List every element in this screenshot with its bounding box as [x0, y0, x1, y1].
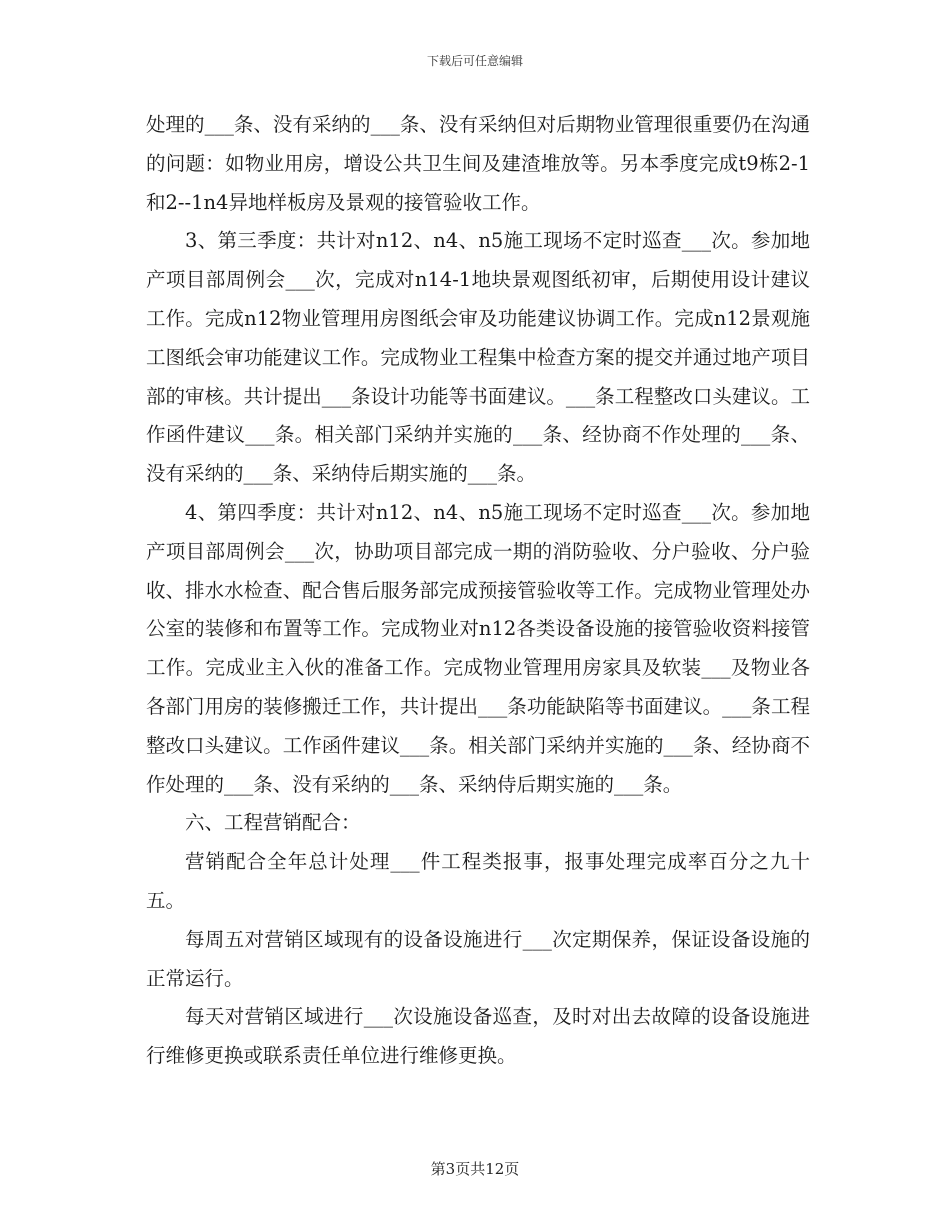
page-number: 第3页共12页 [430, 1160, 520, 1178]
paragraph: 4、第四季度：共计对n12、n4、n5施工现场不定时巡查___次。参加地产项目部周例会___次，协助项目部完成一期的消防验收、分户验收、分户验收、排水水检查、配合售后服务部完成预接管验收等工作。完成物业管理处办公室的装修和布置等工作。完成物业对n12各类设备设施的接管验收资料接管工作。完成业主入伙的准备工作。完成物业管理用房家具及软装___及物业各各部门用房的装修搬迁工作，共计提出___条功能缺陷等书面建议。___条工程整改口头建议。工作函件建议___条。相关部门采纳并实施的___条、经协商不作处理的___条、没有采纳的___条、采纳侍后期实施的___条。 [146, 500, 810, 796]
paragraph: 营销配合全年总计处理___件工程类报事，报事处理完成率百分之九十五。 [146, 850, 810, 912]
paragraph: 3、第三季度：共计对n12、n4、n5施工现场不定时巡查___次。参加地产项目部周例会___次，完成对n14-1地块景观图纸初审，后期使用设计建议工作。完成n12物业管理用房图纸会审及功能建议协调工作。完成n12景观施工图纸会审功能建议工作。完成物业工程集中检查方案的提交并通过地产项目部的审核。共计提出___条设计功能等书面建议。___条工程整改口头建议。工作函件建议___条。相关部门采纳并实施的___条、经协商不作处理的___条、没有采纳的___条、采纳侍后期实施的___条。 [146, 229, 810, 486]
paragraph: 处理的___条、没有采纳的___条、没有采纳但对后期物业管理很重要仍在沟通的问题：如物业用房，增设公共卫生间及建渣堆放等。另本季度完成t9栋2-1和2--1n4异地样板房及景观的接管验收工作。 [146, 113, 810, 214]
section-heading: 六、工程营销配合： [185, 811, 361, 835]
paragraph: 每周五对营销区域现有的设备设施进行___次定期保养，保证设备设施的正常运行。 [146, 927, 810, 990]
page-header: 下载后可任意编辑 [426, 54, 523, 68]
document-body [146, 106, 810, 1076]
paragraph: 每天对营销区域进行___次设施设备巡查，及时对出去故障的设备设施进行维修更换或联系责任单位进行维修更换。 [146, 1005, 810, 1068]
